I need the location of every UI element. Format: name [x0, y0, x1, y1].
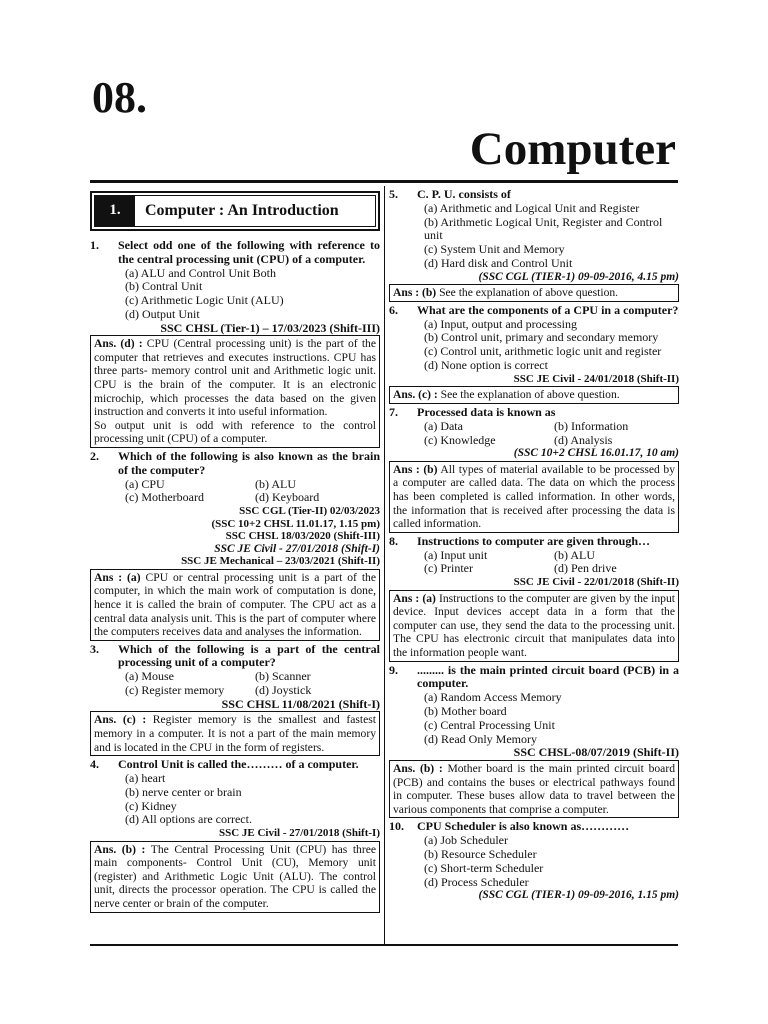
- question-number: 10.: [389, 819, 404, 834]
- answer-1: [90, 335, 380, 448]
- option: (c) Register memory: [125, 683, 225, 698]
- option: (d) Analysis: [554, 432, 613, 447]
- option: (a) ALU and Control Unit Both: [125, 265, 276, 280]
- option: (c) Short-term Scheduler: [424, 860, 544, 875]
- question-9: [389, 664, 679, 692]
- exam-source: SSC JE Civil - 27/01/2018 (Shift-I): [214, 542, 380, 555]
- option: (c) Central Processing Unit: [424, 717, 555, 732]
- answer-8: [389, 590, 679, 662]
- option: (d) Hard disk and Control Unit: [424, 255, 573, 270]
- option: (d) Joystick: [255, 683, 312, 698]
- question-5-options: [389, 202, 679, 271]
- question-number: 1.: [90, 238, 99, 252]
- exam-source: SSC CHSL 18/03/2020 (Shift-III): [225, 530, 380, 543]
- section-banner: [90, 191, 380, 231]
- exam-source: (SSC 10+2 CHSL 16.01.17, 10 am): [513, 447, 679, 460]
- option: (b) Information: [554, 418, 629, 433]
- answer-label: Ans. (c) :: [393, 388, 438, 402]
- question-number: 5.: [389, 187, 398, 201]
- exam-source: SSC CGL (Tier-II) 02/03/2023: [239, 505, 380, 518]
- option: (d) Keyboard: [255, 490, 320, 505]
- answer-label: Ans. (d) :: [94, 337, 143, 351]
- option: (d) All options are correct.: [125, 812, 252, 827]
- option: (c) Printer: [424, 561, 473, 576]
- question-text: C. P. U. consists of: [417, 187, 511, 201]
- exam-source: (SSC CGL (TIER-1) 09-09-2016, 1.15 pm): [478, 889, 679, 902]
- option: (c) System Unit and Memory: [424, 242, 565, 257]
- question-4: [90, 758, 380, 772]
- exam-source: SSC CHSL-08/07/2019 (Shift-II): [513, 745, 679, 760]
- answer-text: See the explanation of above question.: [436, 286, 619, 300]
- answer-2: [90, 569, 380, 641]
- option: (a) Random Access Memory: [424, 690, 562, 705]
- question-text: Which of the following is also known as the brain of the computer?: [118, 449, 380, 477]
- answer-label: Ans : (a): [393, 591, 436, 605]
- answer-text-2: So output unit is odd with reference to the control processing unit (CPU) of a computer.: [94, 418, 376, 446]
- question-9-options: [389, 691, 679, 746]
- option: (a) CPU: [125, 476, 165, 491]
- question-3-options: [90, 670, 380, 698]
- question-number: 3.: [90, 641, 99, 656]
- option: (d) Read Only Memory: [424, 731, 537, 746]
- option: (a) heart: [125, 770, 166, 785]
- left-column: [90, 188, 380, 915]
- option: (b) Resource Scheduler: [424, 846, 537, 861]
- question-text: Processed data is known as: [417, 404, 556, 419]
- option: (a) Input, output and processing: [424, 316, 577, 331]
- option: (b) nerve center or brain: [125, 784, 242, 799]
- answer-label: Ans : (b): [393, 286, 437, 300]
- question-2: [90, 450, 380, 478]
- option: (c) Kidney: [125, 798, 177, 813]
- question-number: 2.: [90, 449, 99, 464]
- answer-label: Ans. (b) :: [94, 842, 146, 856]
- question-8-options: [389, 549, 679, 577]
- answer-7: [389, 461, 679, 533]
- question-6: [389, 304, 679, 318]
- question-3: [90, 643, 380, 671]
- question-1-options: [90, 267, 380, 322]
- question-8: [389, 535, 679, 549]
- option: (c) Arithmetic Logic Unit (ALU): [125, 293, 284, 308]
- option: (b) Arithmetic Logical Unit, Register and Control unit: [424, 214, 663, 243]
- option: (b) Control unit, primary and secondary memory: [424, 330, 659, 345]
- exam-source: SSC CHSL (Tier-1) – 17/03/2023 (Shift-III): [160, 320, 380, 335]
- answer-text: CPU (Central processing unit) is the part of the computer that retrieves and executes instructions. CPU has three parts- memory control unit and Arithmetic logic unit. CPU is the brain of the computer. It is an electronic microchip, which processes the data based on the given instruction and converts it into useful information.: [94, 337, 376, 419]
- exam-source: SSC JE Civil - 27/01/2018 (Shift-I): [218, 827, 380, 840]
- question-number: 7.: [389, 404, 398, 419]
- chapter-title: Computer: [469, 123, 676, 175]
- question-text: Control Unit is called the……… of a computer.: [118, 757, 359, 772]
- question-10: [389, 820, 679, 834]
- option: (a) Data: [424, 418, 463, 433]
- option: (b) ALU: [554, 547, 595, 562]
- answer-text: Instructions to the computer are given by the input device. Input devices accept data in a form that the computer can use, they send the data to the processing unit. The CPU has electronic circuit that manipulates data into the information people want.: [393, 591, 675, 660]
- question-text: Select odd one of the following with reference to the central processing unit (CPU) of a computer.: [118, 238, 380, 266]
- section-title: Computer : An Introduction: [145, 202, 339, 220]
- answer-text: All types of material available to be processed by a computer are called data. The data on which the process has been completed is called information. In other words, the information that is received after processing the data is called information.: [393, 462, 675, 531]
- answer-6: [389, 386, 679, 404]
- option: (c) Motherboard: [125, 490, 204, 505]
- option: (d) Process Scheduler: [424, 874, 529, 889]
- question-text: Which of the following is a part of the central processing unit of a computer?: [118, 641, 380, 670]
- exam-source: SSC JE Civil - 24/01/2018 (Shift-II): [513, 372, 679, 385]
- option: (b) Contral Unit: [125, 279, 203, 294]
- answer-label: Ans. (b) :: [393, 761, 443, 775]
- question-text: What are the components of a CPU in a computer?: [417, 302, 679, 317]
- answer-text: Mother board is the main printed circuit board (PCB) and contains the buses or electrical pathways found in computer. These buses allow data to travel between the various components that comprise a computer.: [393, 761, 675, 816]
- exam-source: SSC CHSL 11/08/2021 (Shift-I): [221, 696, 380, 711]
- chapter-number: 08.: [92, 73, 147, 122]
- option: (b) ALU: [255, 476, 296, 491]
- exam-source: SSC JE Civil - 22/01/2018 (Shift-II): [513, 576, 679, 589]
- answer-label: Ans : (b): [393, 462, 438, 476]
- exam-source: SSC JE Mechanical – 23/03/2021 (Shift-II): [181, 555, 380, 568]
- answer-4: [90, 841, 380, 913]
- answer-9: [389, 760, 679, 818]
- exam-source: (SSC 10+2 CHSL 11.01.17, 1.15 pm): [211, 517, 380, 530]
- answer-text: See the explanation of above question.: [437, 388, 620, 402]
- question-5: [389, 188, 679, 202]
- question-10-options: [389, 834, 679, 889]
- question-4-options: [90, 772, 380, 827]
- right-column: [389, 188, 679, 902]
- question-text: CPU Scheduler is also known as…………: [417, 819, 630, 834]
- header-rule: [90, 180, 678, 183]
- option: (a) Input unit: [424, 547, 488, 562]
- option: (b) Scanner: [255, 669, 311, 684]
- footer-rule: [90, 944, 678, 946]
- exam-source: (SSC CGL (TIER-1) 09-09-2016, 4.15 pm): [478, 270, 679, 283]
- option: (c) Control unit, arithmetic logic unit and register: [424, 344, 662, 359]
- column-divider: [384, 186, 385, 944]
- option: (a) Job Scheduler: [424, 833, 508, 848]
- question-7-options: [389, 420, 679, 448]
- question-text: Instructions to computer are given through…: [417, 533, 651, 548]
- option: (b) Mother board: [424, 704, 507, 719]
- answer-text: CPU or central processing unit is a part of the computer, in which the main work of computation is done, hence it is called the brain of computer. The CPU act as a central data analysis unit. This is the part of computer where the computers receives data and analyses the information.: [94, 570, 376, 639]
- option: (a) Arithmetic and Logical Unit and Register: [424, 200, 640, 215]
- answer-label: Ans : (a): [94, 570, 141, 584]
- question-text: ......... is the main printed circuit board (PCB) in a computer.: [417, 662, 679, 691]
- question-number: 6.: [389, 302, 398, 317]
- section-number: 1.: [95, 196, 135, 226]
- question-1: [90, 239, 380, 267]
- question-number: 9.: [389, 662, 398, 677]
- question-2-options: [90, 478, 380, 506]
- option: (a) Mouse: [125, 669, 174, 684]
- option: (d) Pen drive: [554, 561, 617, 576]
- answer-text: Register memory is the smallest and fastest memory in a computer. It is not a part of the main memory and is located in the CPU in the form of registers.: [94, 713, 376, 754]
- answer-text: The Central Processing Unit (CPU) has three main components- Control Unit (CU), Memory unit (register) and Arithmetic Logic Unit (ALU). The control unit, directs the processor operation. The CPU is called the nerve center or brain of the computer.: [94, 842, 376, 911]
- answer-5: [389, 284, 679, 302]
- answer-3: [90, 711, 380, 756]
- question-number: 4.: [90, 757, 99, 772]
- option: (d) Output Unit: [125, 306, 200, 321]
- option: (d) None option is correct: [424, 358, 548, 373]
- answer-label: Ans. (c) :: [94, 713, 147, 727]
- question-number: 8.: [389, 533, 398, 548]
- question-6-options: [389, 318, 679, 373]
- option: (c) Knowledge: [424, 432, 496, 447]
- question-7: [389, 406, 679, 420]
